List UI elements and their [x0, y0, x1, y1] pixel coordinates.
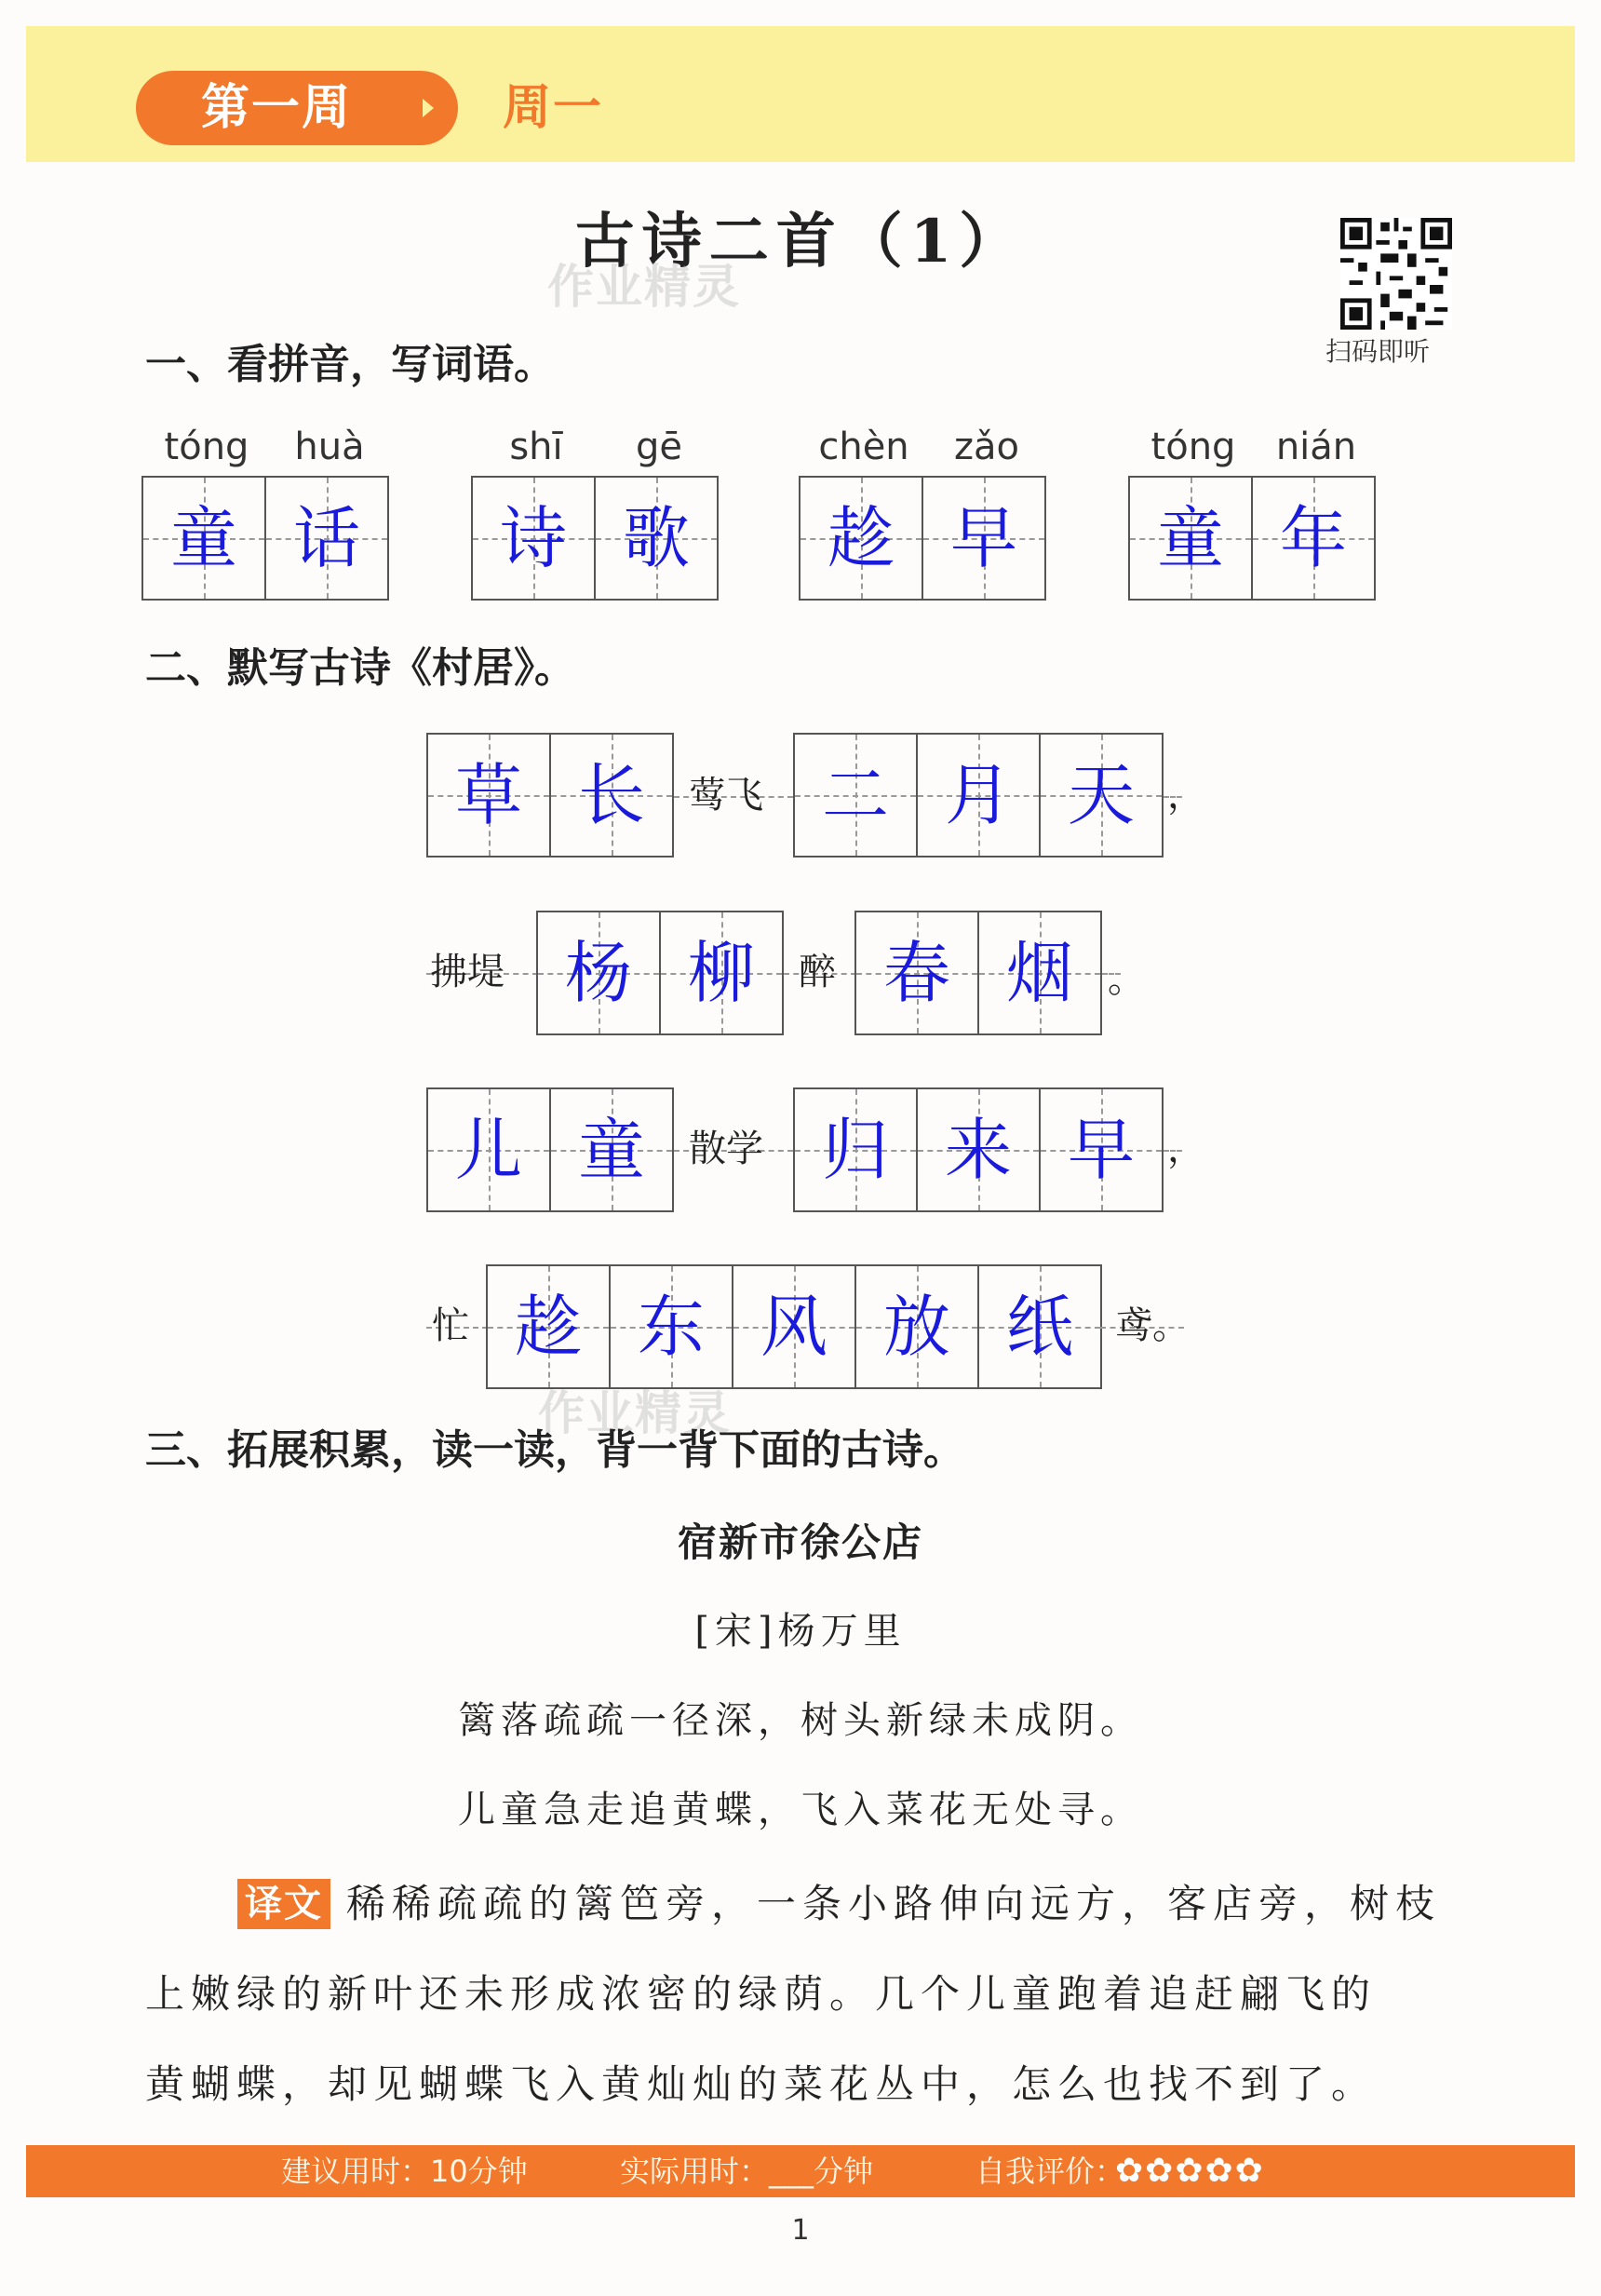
section-1-heading: 一、看拼音，写词语。: [145, 341, 555, 388]
answer-char: 天: [1039, 735, 1162, 856]
answer-char: 柳: [659, 912, 782, 1033]
given-text: 醉: [799, 951, 836, 993]
given-text: 散学: [689, 1128, 763, 1170]
answer-char: 纸: [977, 1266, 1100, 1387]
qr-code[interactable]: [1340, 218, 1452, 330]
poem-grid: [426, 1087, 674, 1212]
pinyin: chèn: [818, 425, 909, 468]
answer-char: 早: [922, 478, 1044, 599]
answer-char: 春: [856, 912, 977, 1033]
answer-char: 杨: [538, 912, 659, 1033]
punctuation: ，: [1167, 1128, 1204, 1170]
answer-char: 童: [1130, 478, 1251, 599]
actual-time: 实际用时：___分钟: [620, 2154, 874, 2189]
section-2-heading: 二、默写古诗《村居》。: [145, 644, 575, 692]
answer-char: 归: [795, 1089, 916, 1210]
answer-char: 话: [264, 478, 387, 599]
answer-char: 烟: [977, 912, 1100, 1033]
watermark: 作业精灵: [538, 1386, 732, 1440]
answer-char: 草: [428, 735, 549, 856]
arrow-right-icon: [423, 99, 434, 117]
answer-char: 诗: [473, 478, 594, 599]
punctuation: 。: [1108, 958, 1145, 1001]
page-number: 1: [791, 2214, 810, 2247]
answer-char: 长: [549, 735, 672, 856]
answer-char: 童: [143, 478, 264, 599]
answer-char: 放: [854, 1266, 977, 1387]
poem-grid: [426, 733, 674, 858]
section-3-heading: 三、拓展积累，读一读，背一背下面的古诗。: [145, 1426, 964, 1474]
word-grid: [799, 476, 1046, 601]
translation-line: 上嫩绿的新叶还未形成浓密的绿荫。几个儿童跑着追赶翩飞的: [145, 1971, 1378, 2017]
word-grid: [1128, 476, 1376, 601]
answer-char: 月: [916, 735, 1039, 856]
given-text: 拂堤: [430, 951, 505, 993]
week-label: 第一周: [136, 71, 458, 145]
poem-grid: [486, 1264, 1102, 1389]
translation-badge: 译文: [237, 1879, 330, 1929]
watermark: 作业精灵: [547, 260, 741, 314]
poem-grid: [854, 911, 1102, 1035]
pinyin: shī: [509, 425, 563, 468]
poem-line: 儿童急走追黄蝶，飞入菜花无处寻。: [458, 1789, 1143, 1831]
suggested-time: 建议用时：10分钟: [281, 2154, 528, 2189]
answer-char: 儿: [428, 1089, 549, 1210]
answer-char: 东: [609, 1266, 732, 1387]
day-label: 周一: [503, 80, 604, 136]
pinyin: tóng: [1150, 425, 1236, 468]
lesson-title: 古诗二首（1）: [574, 207, 1027, 277]
pinyin: zǎo: [954, 425, 1019, 468]
poem-grid: [536, 911, 784, 1035]
pinyin: nián: [1275, 425, 1357, 468]
given-text: 鸢。: [1115, 1304, 1190, 1347]
word-grid: [471, 476, 719, 601]
poem-grid: [793, 1087, 1164, 1212]
punctuation: ，: [1167, 774, 1204, 817]
word-grid: [141, 476, 389, 601]
qr-caption: 扫码即听: [1325, 336, 1431, 367]
rating-stars-icon[interactable]: ✿✿✿✿✿: [1115, 2152, 1265, 2190]
poem-author: [宋]杨万里: [694, 1610, 907, 1653]
answer-char: 早: [1039, 1089, 1162, 1210]
given-text: 莺飞: [689, 774, 763, 817]
self-rating-label: 自我评价：: [975, 2154, 1125, 2189]
answer-char: 年: [1251, 478, 1374, 599]
poem-title: 宿新市徐公店: [677, 1519, 923, 1565]
answer-char: 二: [795, 735, 916, 856]
translation-line: 稀稀疏疏的篱笆旁，一条小路伸向远方，客店旁，树枝: [346, 1881, 1442, 1926]
poem-grid: [793, 733, 1164, 858]
pinyin: gē: [636, 425, 682, 468]
pinyin: tóng: [164, 425, 249, 468]
translation-line: 黄蝴蝶，却见蝴蝶飞入黄灿灿的菜花丛中，怎么也找不到了。: [145, 2061, 1378, 2107]
poem-line: 篱落疏疏一径深，树头新绿未成阴。: [458, 1699, 1143, 1742]
answer-char: 来: [916, 1089, 1039, 1210]
answer-char: 童: [549, 1089, 672, 1210]
answer-char: 风: [732, 1266, 854, 1387]
answer-char: 歌: [594, 478, 717, 599]
answer-char: 趁: [488, 1266, 609, 1387]
answer-char: 趁: [800, 478, 922, 599]
pinyin: huà: [294, 425, 365, 468]
given-text: 忙: [432, 1304, 469, 1347]
